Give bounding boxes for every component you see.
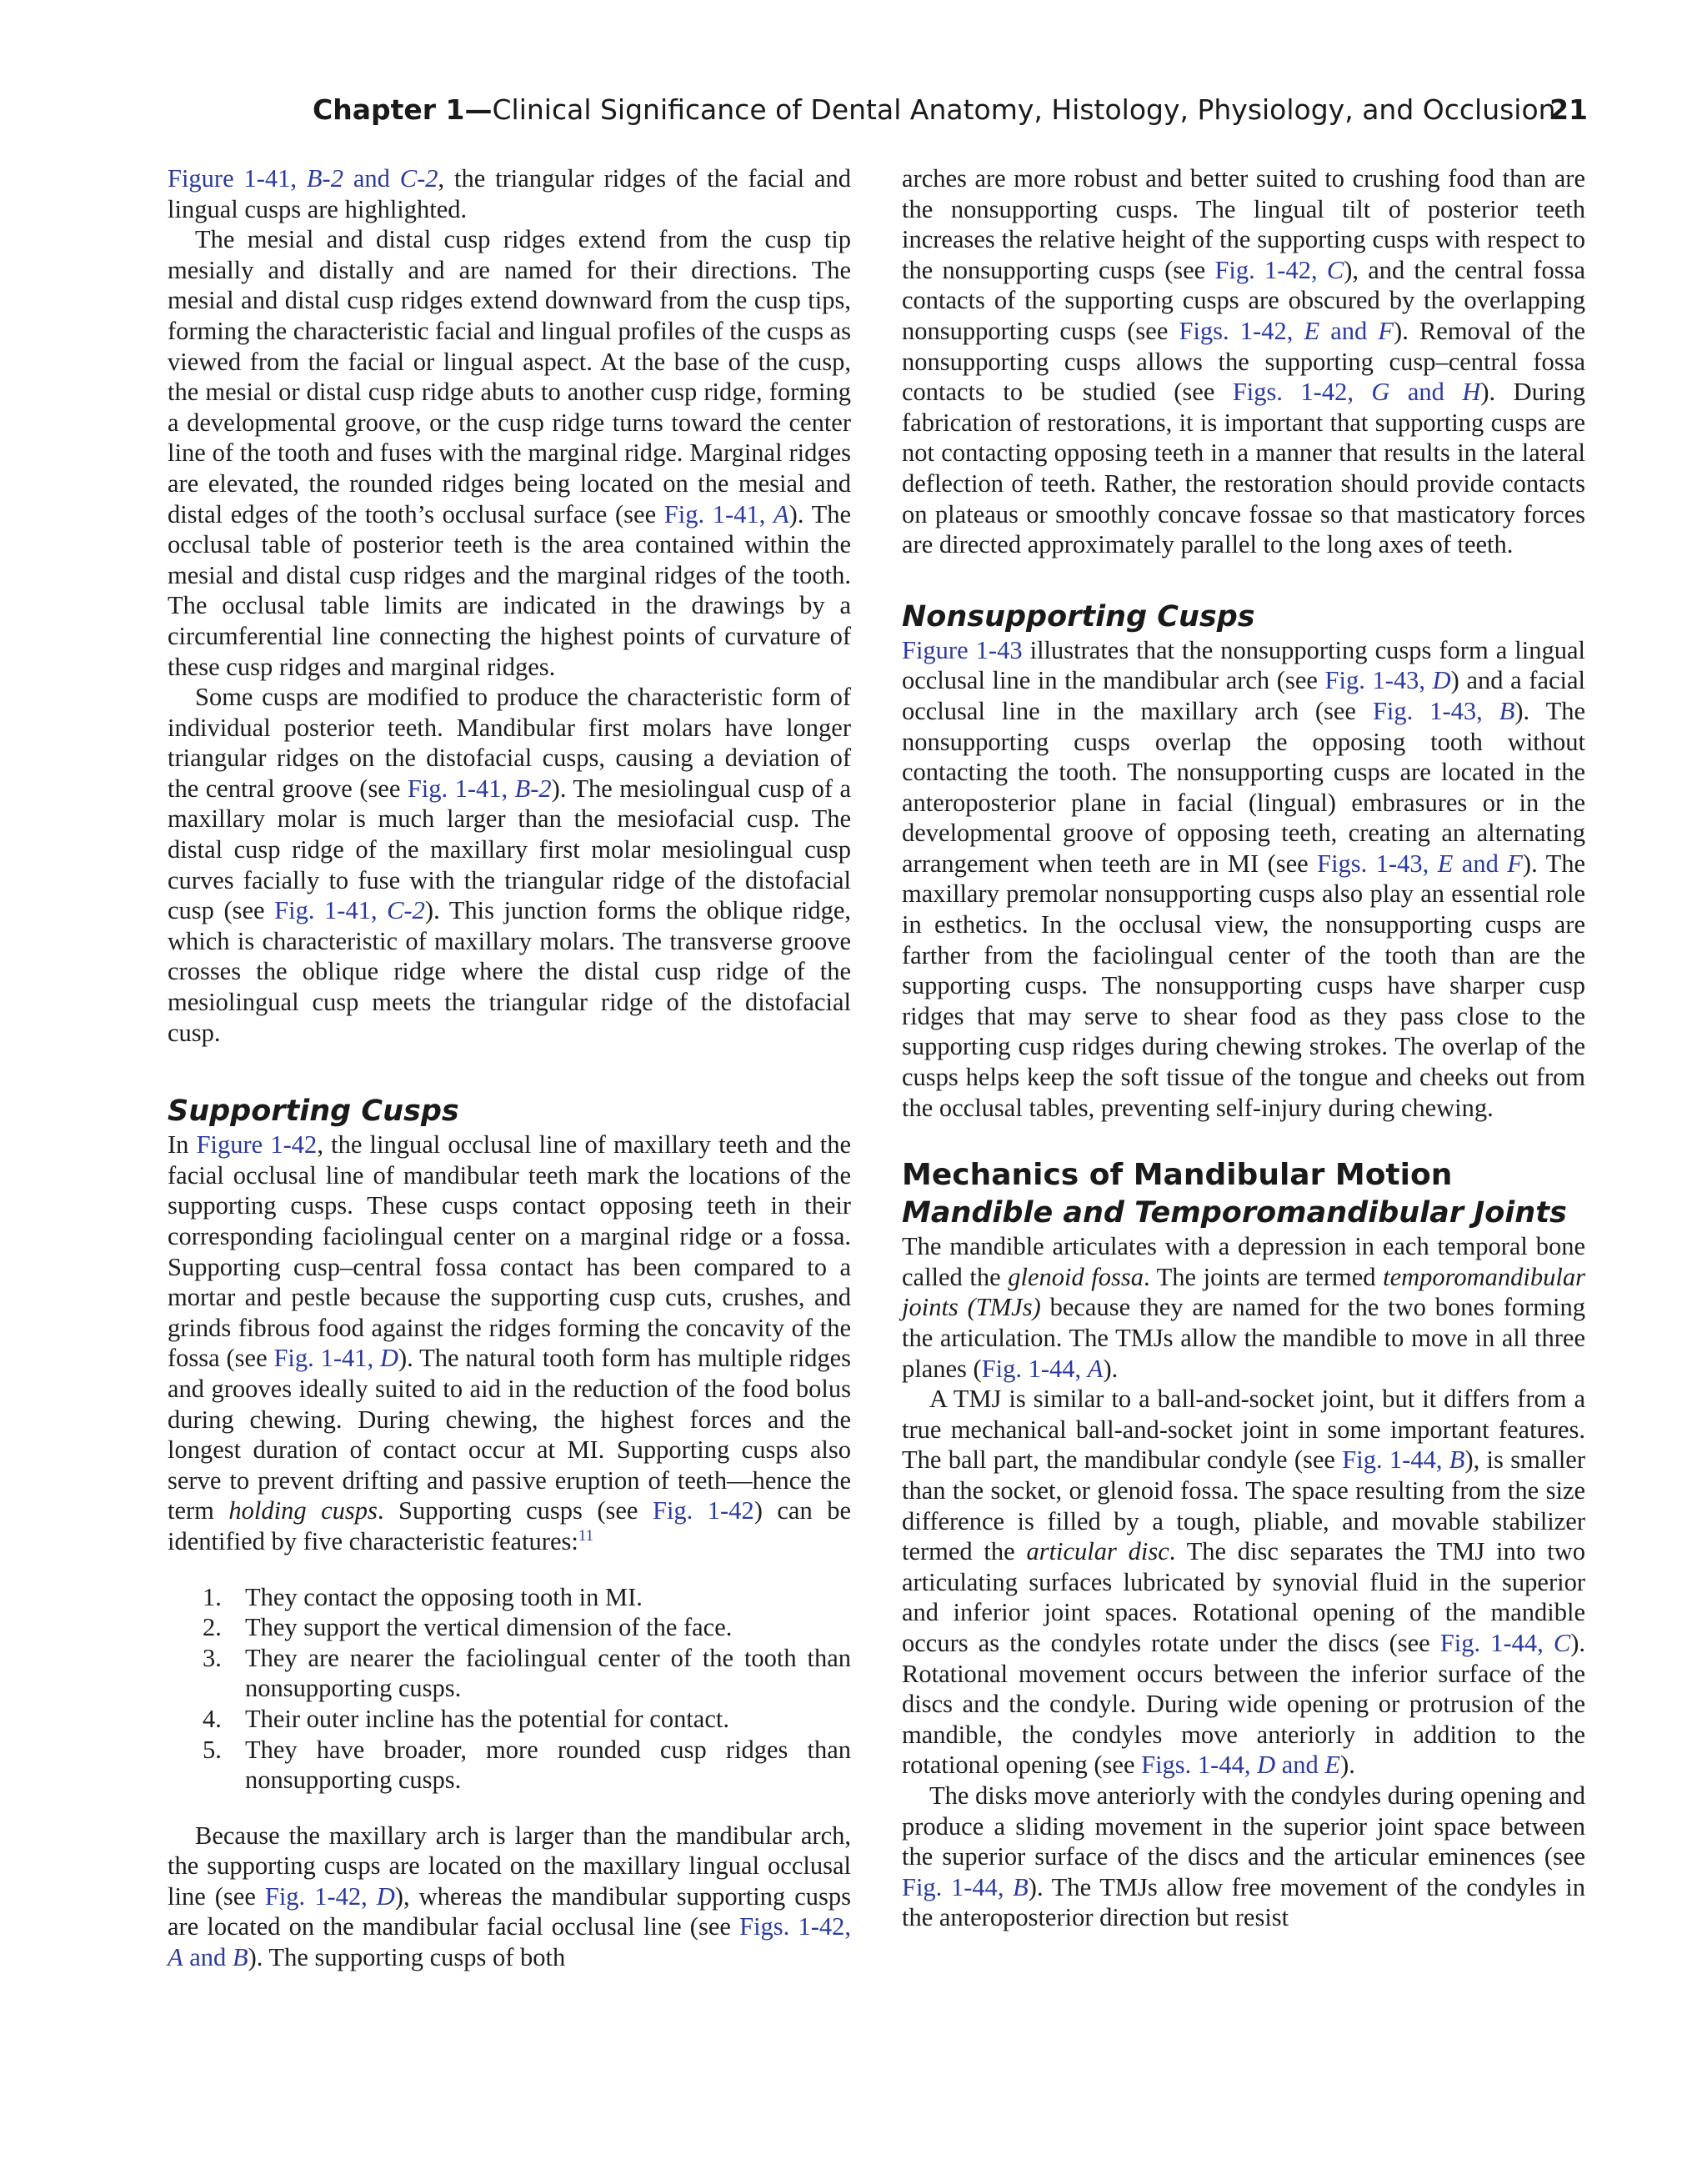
chapter-heading xyxy=(313,93,1556,126)
list-text: They have broader, more rounded cusp ridges than nonsupporting cusps. xyxy=(245,1735,851,1795)
text-run: Some cusps are modified to produce the characteristic form of individual posterior teeth. Mandibular first molars have longer triangular ridges on the distofacial cusps, causing a deviation of the central groove (see xyxy=(168,683,851,803)
list-number: 1. xyxy=(203,1582,222,1611)
paragraph xyxy=(902,163,1585,560)
figure-reference: B xyxy=(1013,1872,1029,1901)
text-run: . The joints are termed xyxy=(1144,1262,1384,1291)
figure-reference: E xyxy=(1324,1751,1341,1780)
figure-reference: Figs. 1-44, xyxy=(1141,1751,1258,1780)
figure-reference: and xyxy=(1453,849,1508,878)
paragraph xyxy=(168,1821,851,1973)
figure-reference: Fig. 1-43, xyxy=(1324,666,1433,695)
text-run: ). The mesiolingual cusp of a maxillary molar is much larger than the mesiofacial cusp. The distal cusp ridge of the maxillary first molar mesiolingual cusp curves facially to fuse with the triangular ridge of the distofacial cusp (see xyxy=(168,774,851,925)
figure-reference: Fig. 1-44, xyxy=(902,1872,1014,1901)
text-run: . Supporting cusps (see xyxy=(377,1496,653,1525)
text-run: , the lingual occlusal line of maxillary teeth and the facial occlusal line of mandibular teeth mark the locations of the supporting cusps. These cusps contact opposing teeth in their corresponding faciolingual center on a marginal ridge or a fossa. Supporting cusp–central fossa contact has been compared to a mortar and pestle because the supporting cusp cuts, crushes, and grinds fibrous food against the ridges forming the concavity of the fossa (see xyxy=(168,1130,851,1373)
figure-reference: D xyxy=(1257,1751,1276,1780)
text-run: temporomandibular joints (TMJs) xyxy=(902,1262,1585,1322)
list-item xyxy=(168,1704,851,1735)
text-run: ). xyxy=(1103,1354,1119,1383)
figure-reference: H xyxy=(1462,378,1481,407)
page-number: 21 xyxy=(1549,93,1588,126)
right-column xyxy=(902,163,1585,1933)
figure-reference: Fig. 1-41, xyxy=(273,1344,380,1373)
figure-reference: E xyxy=(1437,849,1454,878)
list-text: They support the vertical dimension of the face. xyxy=(245,1613,733,1642)
figure-reference: Figs. 1-42, xyxy=(1232,378,1372,407)
figure-reference: B xyxy=(1499,696,1515,725)
figure-reference: and xyxy=(183,1943,233,1972)
text-run: ). Rotational movement occurs between the inferior surface of the discs and the condyle. During wide opening or protrusion of the mandible, the condyles move anteriorly in addition to the rotational opening (see xyxy=(902,1628,1585,1780)
text-run: ). Removal of the nonsupporting cusps allows the supporting cusp–central fossa contacts to be studied (see xyxy=(902,316,1585,407)
reference-superscript: 11 xyxy=(578,1526,594,1545)
figure-reference: Figs. 1-43, xyxy=(1317,849,1438,878)
list-text: They contact the opposing tooth in MI. xyxy=(245,1582,643,1611)
figure-reference: F xyxy=(1507,849,1523,878)
text-run: arches are more robust and better suited to crushing food than are the nonsupporting cusps. The lingual tilt of posterior teeth increases the relative height of the supporting cusps with respect to the nonsupporting cusps (see xyxy=(902,164,1585,284)
figure-reference: G xyxy=(1371,378,1390,407)
chapter-title: Clinical Significance of Dental Anatomy, Histology, Physiology, and Occlusion xyxy=(492,93,1556,126)
text-run: , the triangular ridges of the facial and lingual cusps are highlighted. xyxy=(168,164,851,223)
text-run: In xyxy=(168,1130,197,1160)
list-text: They are nearer the faciolingual center of the tooth than nonsupporting cusps. xyxy=(245,1643,851,1703)
paragraph xyxy=(902,1781,1585,1933)
paragraph xyxy=(902,1384,1585,1781)
figure-reference: and xyxy=(343,164,400,193)
figure-reference: Fig. 1-42, xyxy=(1214,255,1327,284)
figure-reference: B-2 xyxy=(514,774,552,803)
text-run: The disks move anteriorly with the condyles during opening and produce a sliding movement in the superior joint space between the superior surface of the discs and the articular eminences (see xyxy=(902,1781,1585,1871)
figure-reference: and xyxy=(1319,316,1379,345)
figure-reference: A xyxy=(773,499,789,528)
figure-reference: Figure 1-41, xyxy=(168,164,307,193)
figure-reference: Figs. 1-42, xyxy=(739,1912,852,1941)
section-heading-nonsupporting-cusps: Nonsupporting Cusps xyxy=(902,599,1255,634)
figure-reference: Fig. 1-41, xyxy=(274,896,388,925)
figure-reference: Fig. 1-41, xyxy=(407,774,515,803)
figure-reference: Fig. 1-42 xyxy=(652,1496,754,1525)
figure-reference: A xyxy=(1087,1354,1104,1383)
text-run: A TMJ is similar to a ball-and-socket joint, but it differs from a true mechanical ball-and-socket joint in some important features. The ball part, the mandibular condyle (see xyxy=(902,1385,1585,1475)
text-run: The mandible articulates with a depression in each temporal bone called the xyxy=(902,1232,1585,1291)
figure-reference: Figure 1-42 xyxy=(196,1130,318,1160)
text-run: The mesial and distal cusp ridges extend from the cusp tip mesially and distally and are named for their directions. The mesial and distal cusp ridges extend downward from the cusp tips, forming the characteristic facial and lingual profiles of the cusps as viewed from the facial or lingual aspect. At the base of the cusp, the mesial or distal cusp ridge abuts to another cusp ridge, forming a developmental groove, or the cusp ridge turns toward the center line of the tooth and fuses with the marginal ridge. Marginal ridges are elevated, the rounded ridges being located on the mesial and distal edges of the tooth’s occlusal surface (see xyxy=(168,225,851,528)
text-run: ). The maxillary premolar nonsupporting cusps also play an essential role in esthetics. In the occlusal view, the nonsupporting cusps are farther from the faciolingual center of the tooth than are the supporting cusps. The nonsupporting cusps have sharper cusp ridges that may serve to shear food as they pass close to the supporting cusp ridges during chewing strokes. The overlap of the cusps helps keep the soft tissue of the tongue and cheeks out from the occlusal tables, preventing self-injury during chewing. xyxy=(902,849,1585,1122)
figure-reference: C xyxy=(1326,255,1344,284)
text-run: ) can be identified by five characteristic features: xyxy=(168,1496,851,1555)
figure-reference: Fig. 1-44, xyxy=(1439,1628,1554,1657)
text-run: ), is smaller than the socket, or glenoid fossa. The space resulting from the size difference is filled by a tough, pliable, and movable stabilizer termed the xyxy=(902,1445,1585,1566)
text-run: . The disc separates the TMJ into two articulating surfaces lubricated by synovial fluid in the superior and inferior joint spaces. Rotational opening of the mandible occurs as the condyles rotate under the discs (see xyxy=(902,1537,1585,1657)
figure-reference: F xyxy=(1378,316,1394,345)
text-run: holding cusps xyxy=(228,1496,378,1525)
paragraph xyxy=(902,635,1585,1124)
text-run: ) and a facial occlusal line in the maxillary arch (see xyxy=(902,666,1586,725)
figure-reference: and xyxy=(1275,1751,1325,1780)
figure-reference: C xyxy=(1553,1628,1571,1657)
figure-reference: B xyxy=(1449,1445,1465,1475)
section-heading-supporting-cusps: Supporting Cusps xyxy=(168,1095,459,1129)
list-item xyxy=(168,1612,851,1643)
list-item xyxy=(168,1735,851,1796)
paragraph xyxy=(902,1231,1585,1384)
figure-reference: C-2 xyxy=(399,164,438,193)
text-run: ). The occlusal table of posterior teeth is the area contained within the mesial and distal cusp ridges and the marginal ridges of the tooth. The occlusal table limits are indicated in the drawings by a circumferential line connecting the highest points of curvature of these cusp ridges and marginal ridges. xyxy=(168,499,851,681)
text-run: because they are named for the two bones forming the articulation. The TMJs allow the mandible to move in all three planes ( xyxy=(902,1293,1585,1383)
figure-reference: Figure 1-43 xyxy=(902,635,1023,664)
list-item xyxy=(168,1643,851,1704)
list-text: Their outer incline has the potential for contact. xyxy=(245,1704,729,1733)
text-run: illustrates that the nonsupporting cusps form a lingual occlusal line in the mandibular arch (see xyxy=(902,635,1585,695)
text-run: ), and the central fossa contacts of the supporting cusps are obscured by the overlapping nonsupporting cusps (see xyxy=(902,255,1585,345)
figure-reference: B xyxy=(232,1943,248,1972)
list-number: 3. xyxy=(203,1643,222,1672)
section-heading-mechanics: Mechanics of Mandibular Motion xyxy=(902,1158,1453,1193)
list-item xyxy=(168,1582,851,1613)
paragraph xyxy=(168,224,851,682)
feature-list xyxy=(168,1582,851,1796)
figure-reference: Fig. 1-42, xyxy=(264,1881,377,1911)
figure-reference: C-2 xyxy=(387,896,425,925)
text-run: ). During fabrication of restorations, it is important that supporting cusps are not contacting opposing teeth in a manner that results in the lateral deflection of teeth. Rather, the restoration should provide contacts on plateaus or smoothly concave fossae so that masticatory forces are directed approximately parallel to the long axes of teeth. xyxy=(902,378,1585,559)
text-run: ), whereas the mandibular supporting cusps are located on the mandibular facial occlusal line (see xyxy=(168,1881,851,1941)
figure-reference: E xyxy=(1304,316,1320,345)
list-number: 2. xyxy=(203,1613,222,1642)
figure-reference: A xyxy=(168,1943,183,1972)
figure-reference: D xyxy=(379,1344,398,1373)
text-run: glenoid fossa xyxy=(1008,1262,1144,1291)
text-run: ). The supporting cusps of both xyxy=(248,1943,566,1972)
text-run: ). xyxy=(1340,1751,1355,1780)
subsection-heading-mandible: Mandible and Temporomandibular Joints xyxy=(902,1196,1567,1230)
paragraph xyxy=(168,163,851,224)
text-run: Because the maxillary arch is larger than the mandibular arch, the supporting cusps are located on the maxillary lingual occlusal line (see xyxy=(168,1821,851,1911)
figure-reference: Fig. 1-44, xyxy=(1342,1445,1449,1475)
figure-reference: Fig. 1-44, xyxy=(981,1354,1088,1383)
text-run: ). The nonsupporting cusps overlap the opposing tooth without contacting the tooth. The nonsupporting cusps are located in the anteroposterior plane in facial (lingual) embrasures or in the developmental groove of opposing teeth, creating an alternating arrangement when teeth are in MI (see xyxy=(902,696,1585,878)
paragraph xyxy=(168,1130,851,1556)
text-run: ). The natural tooth form has multiple ridges and grooves ideally suited to aid in the reduction of the food bolus during chewing. During chewing, the highest forces and the longest duration of contact occur at MI. Supporting cusps also serve to prevent drifting and passive eruption of teeth—hence the term xyxy=(168,1344,851,1525)
text-run: articular disc xyxy=(1026,1537,1169,1566)
figure-reference: Fig. 1-43, xyxy=(1372,696,1499,725)
figure-reference: Fig. 1-41, xyxy=(663,499,774,528)
list-number: 5. xyxy=(203,1735,222,1764)
paragraph xyxy=(168,682,851,1048)
figure-reference: Figs. 1-42, xyxy=(1179,316,1304,345)
text-run: ). This junction forms the oblique ridge, which is characteristic of maxillary molars. The transverse groove crosses the oblique ridge where the distal cusp ridge of the mesiolingual cusp meets the triangular ridge of the distofacial cusp. xyxy=(168,896,851,1047)
chapter-label: Chapter 1— xyxy=(313,93,493,126)
figure-reference: D xyxy=(376,1881,395,1911)
figure-reference: D xyxy=(1432,666,1451,695)
left-column xyxy=(168,163,851,1973)
figure-reference: and xyxy=(1389,378,1463,407)
list-number: 4. xyxy=(203,1704,222,1733)
text-run: ). The TMJs allow free movement of the condyles in the anteroposterior direction but resist xyxy=(902,1872,1585,1932)
figure-reference: B-2 xyxy=(306,164,343,193)
